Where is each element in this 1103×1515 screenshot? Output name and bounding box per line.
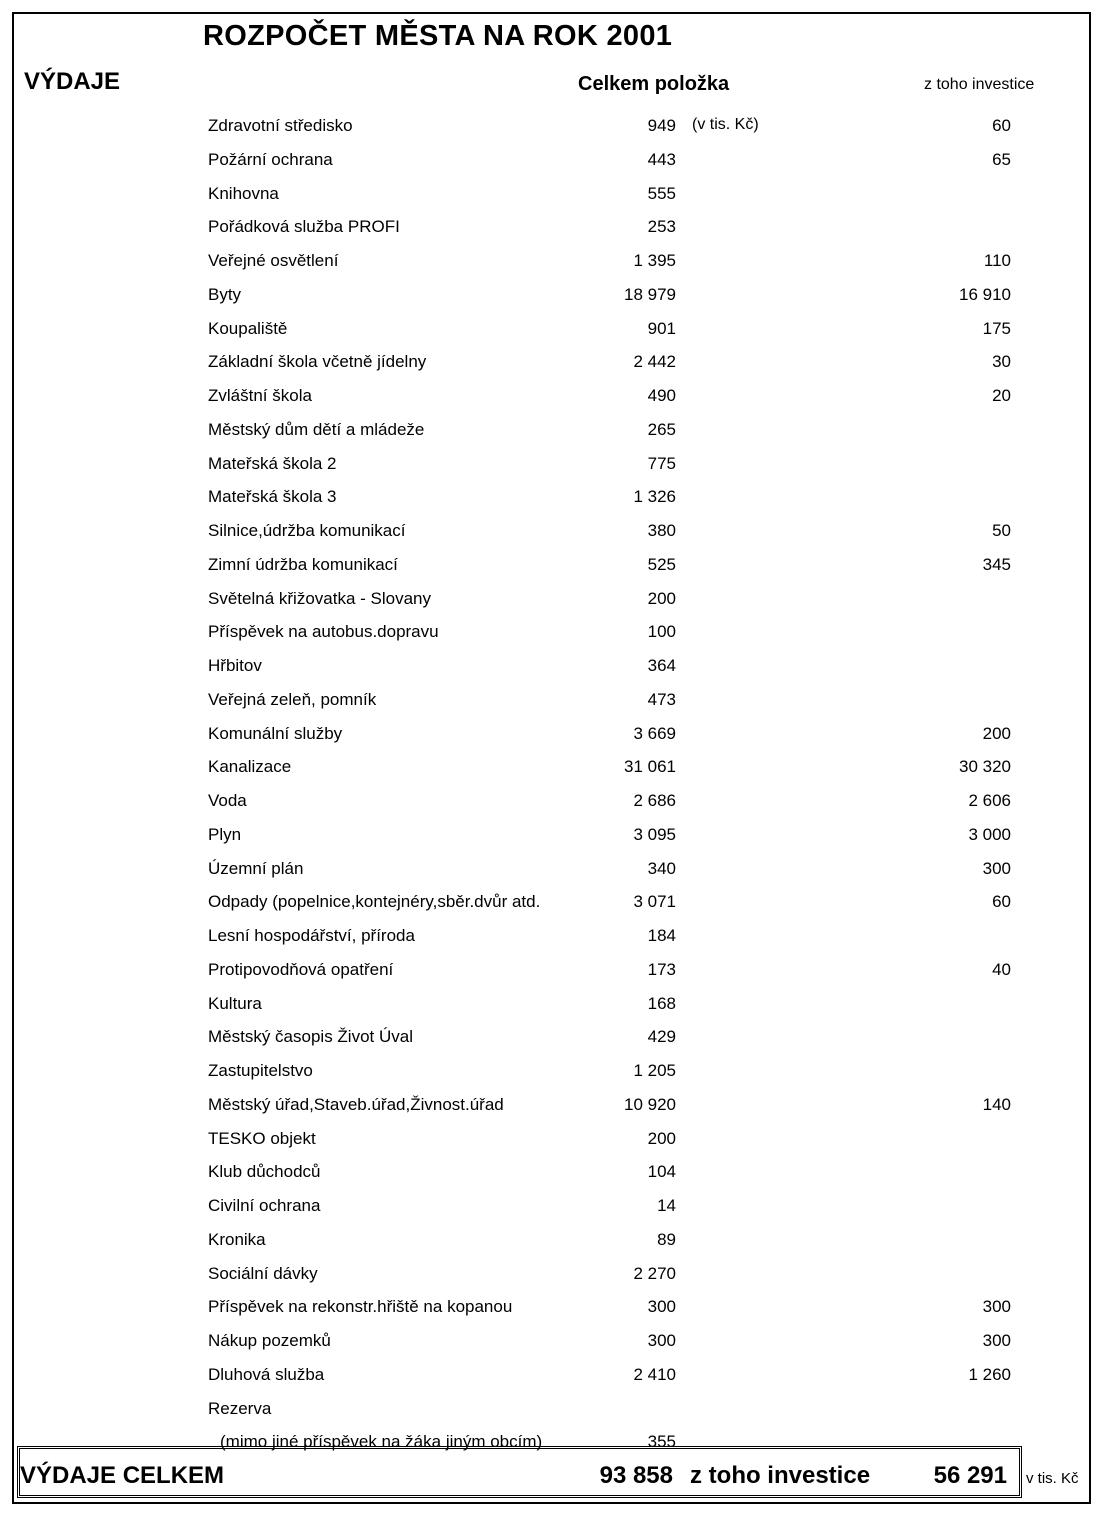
item-total: 355	[647, 1432, 676, 1451]
item-investment: 60	[992, 892, 1011, 911]
item-name: Veřejná zeleň, pomník	[208, 690, 377, 709]
table-row	[0, 352, 1103, 385]
item-name: Pořádková služba PROFI	[208, 217, 400, 236]
item-name: Komunální služby	[208, 724, 343, 743]
item-total: 10 920	[624, 1095, 676, 1114]
table-row	[0, 960, 1103, 993]
item-total: 2 442	[633, 352, 676, 371]
item-name: Odpady (popelnice,kontejnéry,sběr.dvůr atd.	[208, 892, 541, 911]
table-row	[0, 859, 1103, 892]
table-row	[0, 1331, 1103, 1364]
item-name: Městský časopis Život Úval	[208, 1027, 413, 1046]
item-total: 300	[647, 1331, 676, 1350]
item-investment: 30	[992, 352, 1011, 371]
table-row	[0, 892, 1103, 925]
table-row	[0, 1129, 1103, 1162]
table-row	[0, 994, 1103, 1027]
table-row	[0, 656, 1103, 689]
item-name: Zvláštní škola	[208, 386, 312, 405]
item-total: 300	[647, 1297, 676, 1316]
item-name: Zdravotní středisko	[208, 116, 353, 135]
item-total: 104	[647, 1162, 676, 1181]
item-name: Základní škola včetně jídelny	[208, 352, 427, 371]
item-name: Civilní ochrana	[208, 1196, 321, 1215]
item-total: 340	[647, 859, 676, 878]
item-name: TESKO objekt	[208, 1129, 316, 1148]
column-header-investment: z toho investice	[924, 76, 1035, 93]
table-row	[0, 1365, 1103, 1398]
table-row	[0, 487, 1103, 520]
table-row	[0, 555, 1103, 588]
item-total: 525	[647, 555, 676, 574]
item-name: Městský dům dětí a mládeže	[208, 420, 425, 439]
item-investment: 300	[982, 1297, 1011, 1316]
item-investment: 3 000	[968, 825, 1011, 844]
table-row	[0, 217, 1103, 250]
summary-investment: 56 291	[933, 1462, 1007, 1489]
item-name: Byty	[208, 285, 242, 304]
page-title: ROZPOČET MĚSTA NA ROK 2001	[203, 20, 673, 52]
table-row	[0, 690, 1103, 723]
item-total: 14	[657, 1196, 676, 1215]
item-total: 2 410	[633, 1365, 676, 1384]
item-total: 265	[647, 420, 676, 439]
table-row	[0, 420, 1103, 453]
table-row	[0, 1264, 1103, 1297]
item-name: Požární ochrana	[208, 150, 333, 169]
item-investment: 300	[982, 1331, 1011, 1350]
table-row	[0, 116, 1103, 149]
item-investment: 110	[983, 251, 1011, 270]
item-investment: 345	[982, 555, 1011, 574]
item-total: 555	[647, 184, 676, 203]
item-name: Hřbitov	[208, 656, 262, 675]
item-total: 2 270	[633, 1264, 676, 1283]
table-row	[0, 454, 1103, 487]
item-total: 18 979	[624, 285, 676, 304]
item-investment: 200	[982, 724, 1011, 743]
item-total: 100	[647, 622, 676, 641]
item-name: Sociální dávky	[208, 1264, 318, 1283]
item-investment: 2 606	[968, 791, 1011, 810]
item-total: 173	[647, 960, 676, 979]
table-row	[0, 1162, 1103, 1195]
table-row	[0, 825, 1103, 858]
table-row	[0, 285, 1103, 318]
item-total: 200	[647, 1129, 676, 1148]
item-investment: 1 260	[968, 1365, 1011, 1384]
summary-unit: v tis. Kč	[1026, 1470, 1079, 1487]
table-row	[0, 319, 1103, 352]
item-name: Mateřská škola 2	[208, 454, 337, 473]
table-row	[0, 1230, 1103, 1263]
item-name: Dluhová služba	[208, 1365, 325, 1384]
item-total: 168	[647, 994, 676, 1013]
item-name: Kronika	[208, 1230, 266, 1249]
item-investment: 300	[982, 859, 1011, 878]
item-name: Kultura	[208, 994, 262, 1013]
item-name: Územní plán	[208, 859, 304, 878]
table-row	[0, 150, 1103, 183]
item-total: 364	[647, 656, 676, 675]
item-name: Zastupitelstvo	[208, 1061, 313, 1080]
item-investment: 16 910	[959, 285, 1011, 304]
item-investment: 140	[982, 1095, 1011, 1114]
item-name: Knihovna	[208, 184, 279, 203]
table-row	[0, 589, 1103, 622]
item-name: Příspěvek na rekonstr.hřiště na kopanou	[208, 1297, 513, 1316]
item-total: 473	[647, 690, 676, 709]
table-row	[0, 1297, 1103, 1330]
summary-label: VÝDAJE CELKEM	[20, 1462, 225, 1489]
item-total: 2 686	[633, 791, 676, 810]
item-name: Kanalizace	[208, 757, 292, 776]
item-total: 3 071	[633, 892, 676, 911]
item-investment: 40	[992, 960, 1011, 979]
table-row	[0, 1196, 1103, 1229]
item-name: Mateřská škola 3	[208, 487, 337, 506]
item-total: 949	[647, 116, 676, 135]
item-total: 429	[647, 1027, 676, 1046]
item-total: 380	[647, 521, 676, 540]
item-name: Koupaliště	[208, 319, 288, 338]
unit-note: (v tis. Kč)	[692, 116, 759, 133]
item-total: 184	[647, 926, 676, 945]
item-total: 200	[647, 589, 676, 608]
item-name: Protipovodňová opatření	[208, 960, 394, 979]
item-name: Nákup pozemků	[208, 1331, 331, 1350]
item-total: 443	[647, 150, 676, 169]
table-row	[0, 184, 1103, 217]
table-row	[0, 386, 1103, 419]
item-total: 3 095	[633, 825, 676, 844]
item-investment: 65	[992, 150, 1011, 169]
item-total: 89	[657, 1230, 676, 1249]
summary-investment-label: z toho investice	[690, 1462, 871, 1489]
item-investment: 30 320	[959, 757, 1011, 776]
table-row	[0, 251, 1103, 284]
item-name: Lesní hospodářství, příroda	[208, 926, 415, 945]
item-name: Městský úřad,Staveb.úřad,Živnost.úřad	[208, 1095, 504, 1114]
table-row	[0, 791, 1103, 824]
item-total: 3 669	[633, 724, 676, 743]
item-total: 1 326	[633, 487, 676, 506]
item-investment: 20	[992, 386, 1011, 405]
table-row	[0, 1027, 1103, 1060]
table-row	[0, 757, 1103, 790]
item-name: Zimní údržba komunikací	[208, 555, 398, 574]
item-total: 775	[647, 454, 676, 473]
table-row	[0, 1061, 1103, 1094]
item-name: Příspěvek na autobus.dopravu	[208, 622, 439, 641]
item-total: 1 205	[633, 1061, 676, 1080]
column-header-total: Celkem položka	[578, 73, 730, 95]
table-row	[0, 521, 1103, 554]
item-name: Světelná křižovatka - Slovany	[208, 589, 431, 608]
item-name: Rezerva	[208, 1399, 272, 1418]
section-heading: VÝDAJE	[24, 68, 121, 95]
item-investment: 175	[982, 319, 1011, 338]
table-row	[0, 1399, 1103, 1432]
summary-total: 93 858	[599, 1462, 673, 1489]
item-total: 31 061	[624, 757, 676, 776]
item-total: 253	[647, 217, 676, 236]
item-total: 901	[647, 319, 676, 338]
table-row	[0, 1095, 1103, 1128]
table-row	[0, 724, 1103, 757]
item-investment: 50	[992, 521, 1011, 540]
item-name: (mimo jiné příspěvek na žáka jiným obcím)	[220, 1432, 543, 1451]
item-total: 1 395	[633, 251, 676, 270]
item-name: Voda	[208, 791, 247, 810]
table-row	[0, 622, 1103, 655]
item-name: Silnice,údržba komunikací	[208, 521, 406, 540]
item-investment: 60	[992, 116, 1011, 135]
item-name: Veřejné osvětlení	[208, 251, 339, 270]
table-row	[0, 926, 1103, 959]
item-name: Plyn	[208, 825, 242, 844]
item-name: Klub důchodců	[208, 1162, 321, 1181]
item-total: 490	[647, 386, 676, 405]
